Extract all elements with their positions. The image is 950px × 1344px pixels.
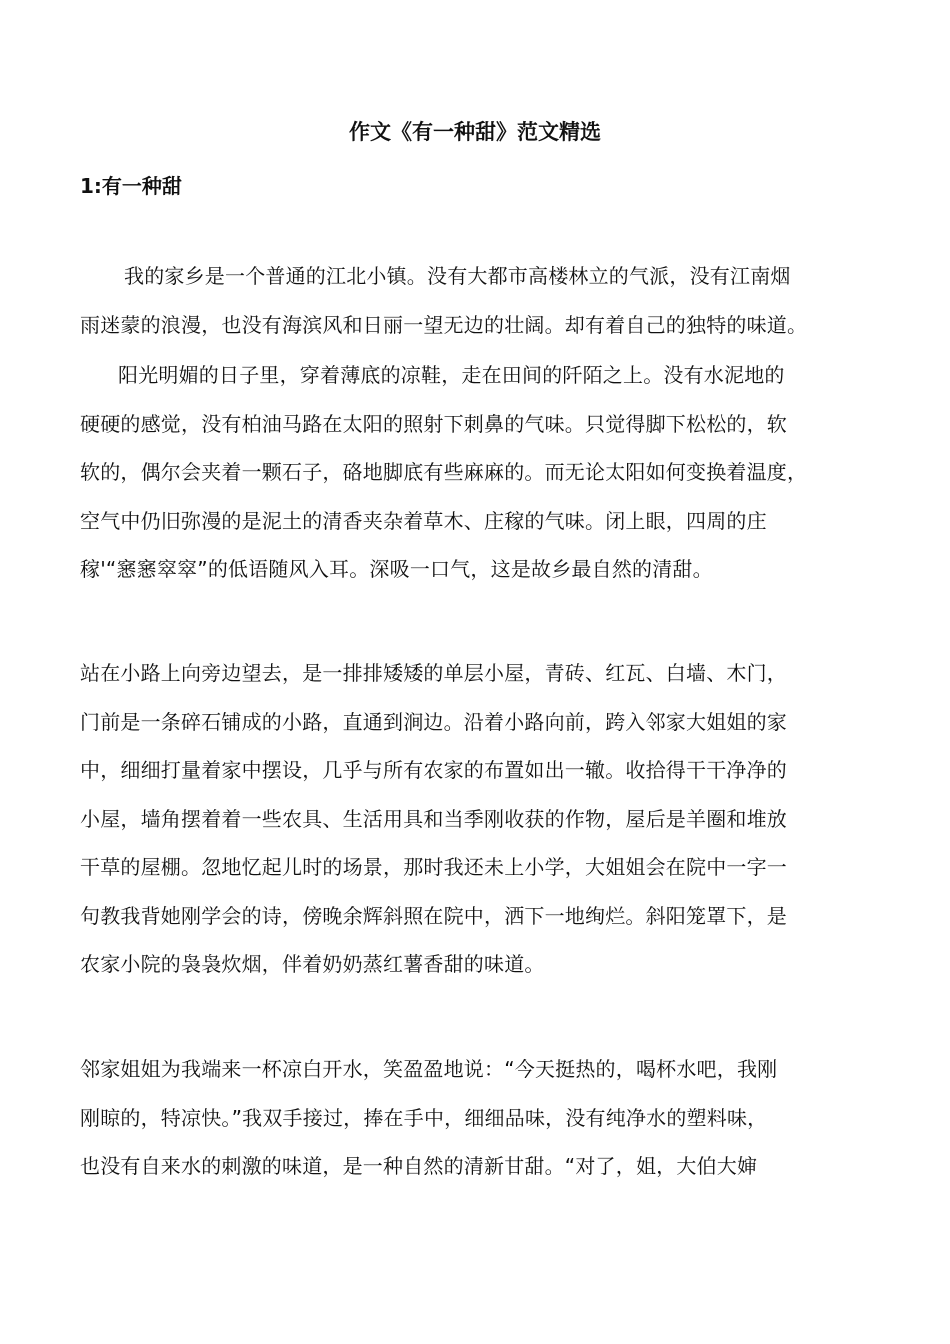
paragraph-line: 门前是一条碎石铺成的小路，直通到涧边。沿着小路向前，跨入邻家大姐姐的家 [80,709,787,734]
paragraph-line: 刚晾的，特凉快。”我双手接过，捧在手中，细细品味，没有纯净水的塑料味， [80,1105,768,1130]
paragraph-line: 小屋，墙角摆着着一些农具、生活用具和当季刚收获的作物，屋后是羊圈和堆放 [80,806,787,831]
paragraph-line: 句教我背她刚学会的诗，傍晚余辉斜照在院中，洒下一地绚烂。斜阳笼罩下，是 [80,903,787,928]
paragraph-line: 我的家乡是一个普通的江北小镇。没有大都市高楼林立的气派，没有江南烟 [124,264,791,288]
paragraph-line: 软的，偶尔会夹着一颗石子，硌地脚底有些麻麻的。而无论太阳如何变换着温度， [80,460,808,484]
paragraph-line: 农家小院的袅袅炊烟，伴着奶奶蒸红薯香甜的味道。 [80,952,545,976]
paragraph-line: 站在小路上向旁边望去，是一排排矮矮的单层小屋，青砖、红瓦、白墙、木门， [80,661,787,685]
paragraph-line: 阳光明媚的日子里，穿着薄底的凉鞋，走在田间的阡陌之上。没有水泥地的 [118,363,785,387]
paragraph-2 [80,351,880,594]
paragraph-line: 雨迷蒙的浪漫，也没有海滨风和日丽一望无边的壮阔。却有着自己的独特的味道。 [80,312,808,337]
paragraph-3 [80,649,880,989]
paragraph-line: 中，细细打量着家中摆设，几乎与所有农家的布置如出一辙。收拾得干干净净的 [80,758,787,782]
paragraph-line: 干草的屋棚。忽地忆起儿时的场景，那时我还未上小学，大姐姐会在院中一字一 [80,855,787,879]
section-heading: 1:有一种甜 [80,174,182,198]
document-title: 作文《有一种甜》范文精选 [349,120,601,144]
paragraph-4 [80,1045,880,1191]
paragraph-1 [80,252,880,349]
paragraph-line: 稼'“窸窸窣窣”的低语随风入耳。深吸一口气，这是故乡最自然的清甜。 [80,557,713,581]
paragraph-line: 硬硬的感觉，没有柏油马路在太阳的照射下刺鼻的气味。只觉得脚下松松的，软 [80,411,787,436]
paragraph-line: 邻家姐姐为我端来一杯凉白开水，笑盈盈地说：“今天挺热的，喝杯水吧，我刚 [80,1057,778,1081]
paragraph-line: 空气中仍旧弥漫的是泥土的清香夹杂着草木、庄稼的气味。闭上眼，四周的庄 [80,508,767,533]
paragraph-line: 也没有自来水的刺激的味道，是一种自然的清新甘甜。“对了，姐，大伯大婶 [80,1154,758,1178]
